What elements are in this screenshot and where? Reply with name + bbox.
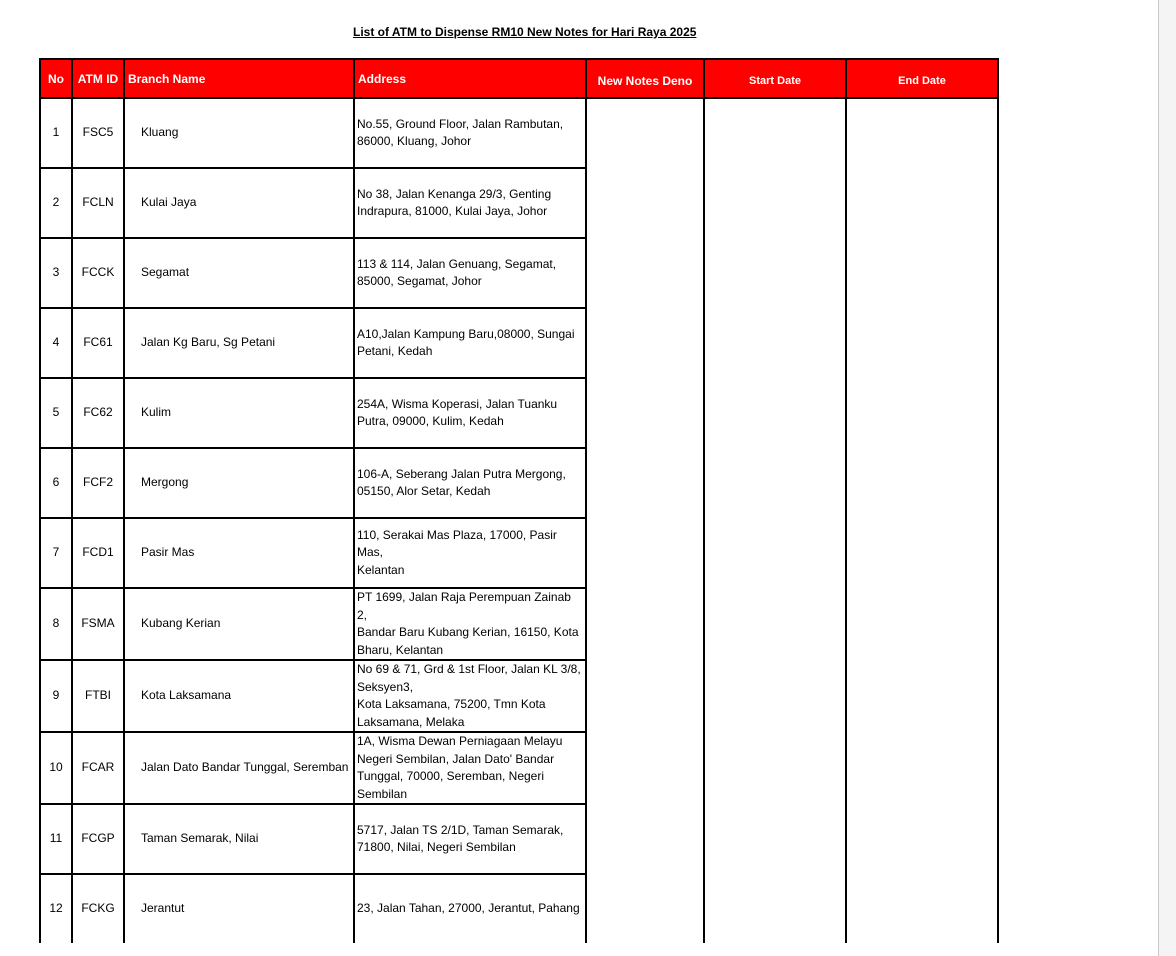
- start-date-cell: [704, 732, 846, 804]
- end-date-cell: [846, 378, 998, 448]
- address-line: 254A, Wisma Koperasi, Jalan Tuanku: [357, 396, 558, 411]
- branch-name: Taman Semarak, Nilai: [124, 804, 354, 874]
- atm-id: FC62: [72, 378, 124, 448]
- new-notes-deno-cell: [586, 378, 704, 448]
- atm-id: FSMA: [72, 588, 124, 660]
- row-number: 11: [40, 804, 72, 874]
- address-line: Negeri Sembilan, Jalan Dato' Bandar: [357, 751, 555, 766]
- address-line: 05150, Alor Setar, Kedah: [357, 484, 491, 498]
- start-date-cell: [704, 308, 846, 378]
- address-line: Kelantan: [357, 562, 405, 577]
- address-cell: [354, 588, 586, 660]
- row-number: 9: [40, 660, 72, 732]
- new-notes-deno-cell: [586, 98, 704, 168]
- table-row: [40, 804, 998, 874]
- new-notes-deno-cell: [586, 874, 704, 943]
- address-cell: [354, 804, 586, 874]
- address-line: 110, Serakai Mas Plaza, 17000, Pasir Mas,: [357, 527, 557, 560]
- address-line: Seksyen3,: [357, 679, 414, 694]
- address-line: 86000, Kluang, Johor: [357, 134, 472, 148]
- header-end-date: End Date: [846, 59, 998, 98]
- address-line: Sembilan: [357, 786, 408, 801]
- address-line: No.55, Ground Floor, Jalan Rambutan,: [357, 116, 564, 131]
- address-cell: [354, 660, 586, 732]
- address-line: 1A, Wisma Dewan Perniagaan Melayu: [357, 734, 563, 748]
- row-number: 10: [40, 732, 72, 804]
- end-date-cell: [846, 308, 998, 378]
- address-cell: [354, 378, 586, 448]
- atm-id: FCD1: [72, 518, 124, 588]
- header-atm-id: ATM ID: [72, 59, 124, 98]
- address-cell: [354, 308, 586, 378]
- address-line: 113 & 114, Jalan Genuang, Segamat,: [357, 256, 557, 271]
- start-date-cell: [704, 238, 846, 308]
- atm-id: FCAR: [72, 732, 124, 804]
- address-line: Indrapura, 81000, Kulai Jaya, Johor: [357, 204, 548, 218]
- new-notes-deno-cell: [586, 732, 704, 804]
- start-date-cell: [704, 588, 846, 660]
- row-number: 5: [40, 378, 72, 448]
- new-notes-deno-cell: [586, 660, 704, 732]
- start-date-cell: [704, 448, 846, 518]
- branch-name: Kulai Jaya: [124, 168, 354, 238]
- row-number: 2: [40, 168, 72, 238]
- table-row: [40, 238, 998, 308]
- branch-name: Segamat: [124, 238, 354, 308]
- end-date-cell: [846, 804, 998, 874]
- address-line: Laksamana, Melaka: [357, 714, 465, 729]
- branch-name: Jalan Kg Baru, Sg Petani: [124, 308, 354, 378]
- branch-name: Mergong: [124, 448, 354, 518]
- address-cell: [354, 732, 586, 804]
- address-cell: [354, 98, 586, 168]
- end-date-cell: [846, 732, 998, 804]
- atm-table-body: [40, 98, 998, 943]
- end-date-cell: [846, 238, 998, 308]
- header-no: No: [40, 59, 72, 98]
- branch-name: Kubang Kerian: [124, 588, 354, 660]
- address-line: 5717, Jalan TS 2/1D, Taman Semarak,: [357, 822, 564, 837]
- branch-name: Jalan Dato Bandar Tunggal, Seremban: [124, 732, 354, 804]
- table-row: [40, 378, 998, 448]
- address-line: No 69 & 71, Grd & 1st Floor, Jalan KL 3/8,: [357, 662, 581, 676]
- row-number: 4: [40, 308, 72, 378]
- table-row: [40, 588, 998, 660]
- start-date-cell: [704, 378, 846, 448]
- address-line: PT 1699, Jalan Raja Perempuan Zainab 2,: [357, 590, 571, 622]
- table-row: [40, 98, 998, 168]
- atm-id: FCCK: [72, 238, 124, 308]
- document-title: List of ATM to Dispense RM10 New Notes for Hari Raya 2025: [353, 25, 697, 39]
- atm-id: FTBI: [72, 660, 124, 732]
- end-date-cell: [846, 98, 998, 168]
- address-line: No 38, Jalan Kenanga 29/3, Genting: [357, 186, 552, 201]
- branch-name: Kluang: [124, 98, 354, 168]
- table-row: [40, 660, 998, 732]
- start-date-cell: [704, 518, 846, 588]
- branch-name: Pasir Mas: [124, 518, 354, 588]
- header-branch-name: Branch Name: [124, 59, 354, 98]
- row-number: 7: [40, 518, 72, 588]
- address-line: 71800, Nilai, Negeri Sembilan: [357, 840, 516, 854]
- address-line: Bharu, Kelantan: [357, 642, 444, 657]
- atm-id: FCLN: [72, 168, 124, 238]
- row-number: 8: [40, 588, 72, 660]
- row-number: 3: [40, 238, 72, 308]
- end-date-cell: [846, 168, 998, 238]
- address-line: Putra, 09000, Kulim, Kedah: [357, 414, 504, 428]
- address-line: 23, Jalan Tahan, 27000, Jerantut, Pahang: [357, 901, 580, 916]
- header-address: Address: [354, 59, 586, 98]
- end-date-cell: [846, 448, 998, 518]
- address-cell: [354, 518, 586, 588]
- start-date-cell: [704, 168, 846, 238]
- atm-id: FCF2: [72, 448, 124, 518]
- table-row: [40, 732, 998, 804]
- end-date-cell: [846, 660, 998, 732]
- new-notes-deno-cell: [586, 518, 704, 588]
- new-notes-deno-cell: [586, 308, 704, 378]
- address-line: Bandar Baru Kubang Kerian, 16150, Kota: [357, 625, 579, 639]
- address-line: Tunggal, 70000, Seremban, Negeri: [357, 769, 545, 783]
- table-header-row: [40, 59, 998, 98]
- address-line: A10,Jalan Kampung Baru,08000, Sungai: [357, 326, 575, 341]
- address-line: 85000, Segamat, Johor: [357, 274, 482, 288]
- branch-name: Kota Laksamana: [124, 660, 354, 732]
- row-number: 1: [40, 98, 72, 168]
- address-cell: [354, 238, 586, 308]
- end-date-cell: [846, 588, 998, 660]
- header-start-date: Start Date: [704, 59, 846, 98]
- new-notes-deno-cell: [586, 238, 704, 308]
- table-row: [40, 874, 998, 943]
- table-row: [40, 448, 998, 518]
- address-cell: [354, 168, 586, 238]
- row-number: 12: [40, 874, 72, 943]
- end-date-cell: [846, 518, 998, 588]
- new-notes-deno-cell: [586, 448, 704, 518]
- address-cell: [354, 874, 586, 943]
- start-date-cell: [704, 804, 846, 874]
- start-date-cell: [704, 660, 846, 732]
- viewer-right-edge: [1158, 0, 1176, 956]
- atm-id: FCKG: [72, 874, 124, 943]
- branch-name: Kulim: [124, 378, 354, 448]
- atm-table: [39, 58, 999, 943]
- table-row: [40, 518, 998, 588]
- new-notes-deno-cell: [586, 168, 704, 238]
- atm-id: FC61: [72, 308, 124, 378]
- start-date-cell: [704, 98, 846, 168]
- atm-id: FCGP: [72, 804, 124, 874]
- end-date-cell: [846, 874, 998, 943]
- new-notes-deno-cell: [586, 804, 704, 874]
- header-new-notes-deno: New Notes Deno: [586, 59, 704, 98]
- start-date-cell: [704, 874, 846, 943]
- row-number: 6: [40, 448, 72, 518]
- address-line: 106-A, Seberang Jalan Putra Mergong,: [357, 466, 566, 481]
- address-line: Kota Laksamana, 75200, Tmn Kota: [357, 697, 546, 711]
- address-line: Petani, Kedah: [357, 344, 433, 358]
- table-row: [40, 168, 998, 238]
- branch-name: Jerantut: [124, 874, 354, 943]
- address-cell: [354, 448, 586, 518]
- new-notes-deno-cell: [586, 588, 704, 660]
- table-row: [40, 308, 998, 378]
- atm-id: FSC5: [72, 98, 124, 168]
